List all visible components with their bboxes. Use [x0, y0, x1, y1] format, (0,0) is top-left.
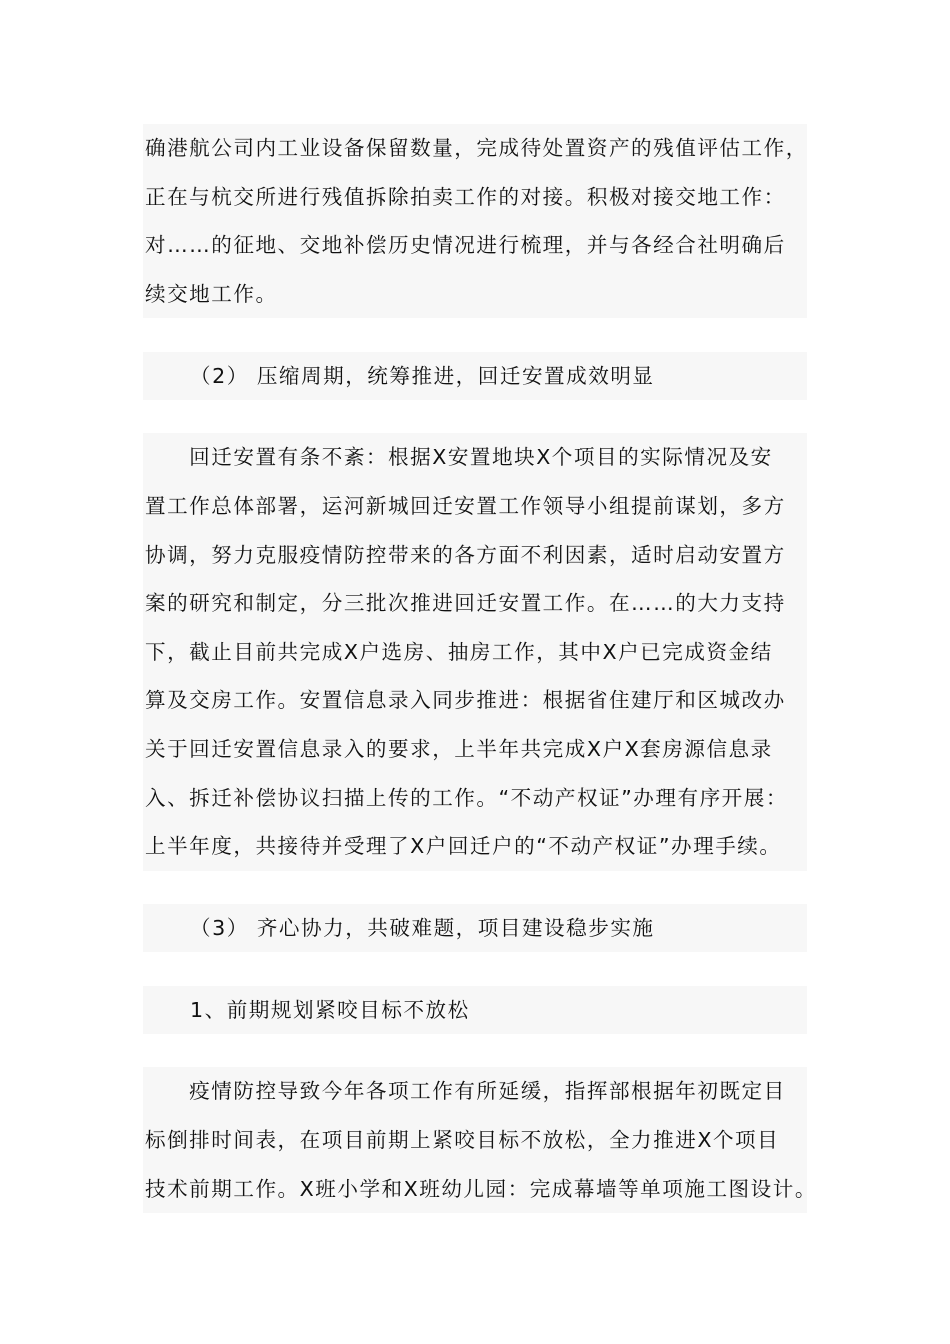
- paragraph-gap: [143, 871, 807, 904]
- section-heading-3: [143, 904, 807, 953]
- paragraph-gap: [143, 1034, 807, 1067]
- document-body: [143, 124, 817, 1213]
- text-line: 对……的征地、交地补偿历史情况进行梳理，并与各经合社明确后: [145, 233, 786, 258]
- paragraph-planning: [143, 1067, 817, 1213]
- text-line: 续交地工作。: [145, 281, 278, 306]
- subsection-heading-1: [143, 986, 807, 1035]
- text-line: 确港航公司内工业设备保留数量，完成待处置资产的残值评估工作，: [145, 136, 808, 160]
- text-line: 技术前期工作。X班小学和X班幼儿园：完成幕墙等单项施工图设计。: [145, 1176, 817, 1201]
- text-line: 下，截止目前共完成X户选房、抽房工作，其中X户已完成资金结: [145, 639, 773, 664]
- paragraph-resettlement: [143, 433, 807, 870]
- heading-text: （3） 齐心协力，共破难题，项目建设稳步实施: [190, 915, 655, 940]
- subheading-text: 1、前期规划紧咬目标不放松: [190, 997, 470, 1022]
- heading-text: （2） 压缩周期，统筹推进，回迁安置成效明显: [190, 363, 655, 388]
- text-line: 算及交房工作。安置信息录入同步推进：根据省住建厅和区城改办: [145, 688, 786, 713]
- paragraph-gap: [143, 318, 807, 351]
- text-line: 回迁安置有条不紊：根据X安置地块X个项目的实际情况及安: [145, 445, 773, 470]
- section-heading-2: [143, 352, 807, 401]
- paragraph-gap: [143, 400, 807, 433]
- text-line: 标倒排时间表，在项目前期上紧咬目标不放松，全力推进X个项目: [145, 1128, 780, 1153]
- text-line: 正在与杭交所进行残值拆除拍卖工作的对接。积极对接交地工作：: [145, 184, 786, 209]
- text-line: 协调，努力克服疫情防控带来的各方面不利因素，适时启动安置方: [145, 542, 786, 567]
- text-line: 疫情防控导致今年各项工作有所延缓，指挥部根据年初既定目: [145, 1079, 786, 1104]
- text-line: 置工作总体部署，运河新城回迁安置工作领导小组提前谋划，多方: [145, 493, 786, 518]
- text-line: 入、拆迁补偿协议扫描上传的工作。“不动产权证”办理有序开展：: [145, 785, 788, 810]
- paragraph-gap: [143, 952, 807, 985]
- text-line: 关于回迁安置信息录入的要求，上半年共完成X户X套房源信息录: [145, 736, 773, 761]
- text-line: 上半年度，共接待并受理了X户回迁户的“不动产权证”办理手续。: [145, 834, 782, 859]
- text-line: 案的研究和制定，分三批次推进回迁安置工作。在……的大力支持: [145, 591, 786, 616]
- paragraph-asset-disposal: [143, 124, 807, 318]
